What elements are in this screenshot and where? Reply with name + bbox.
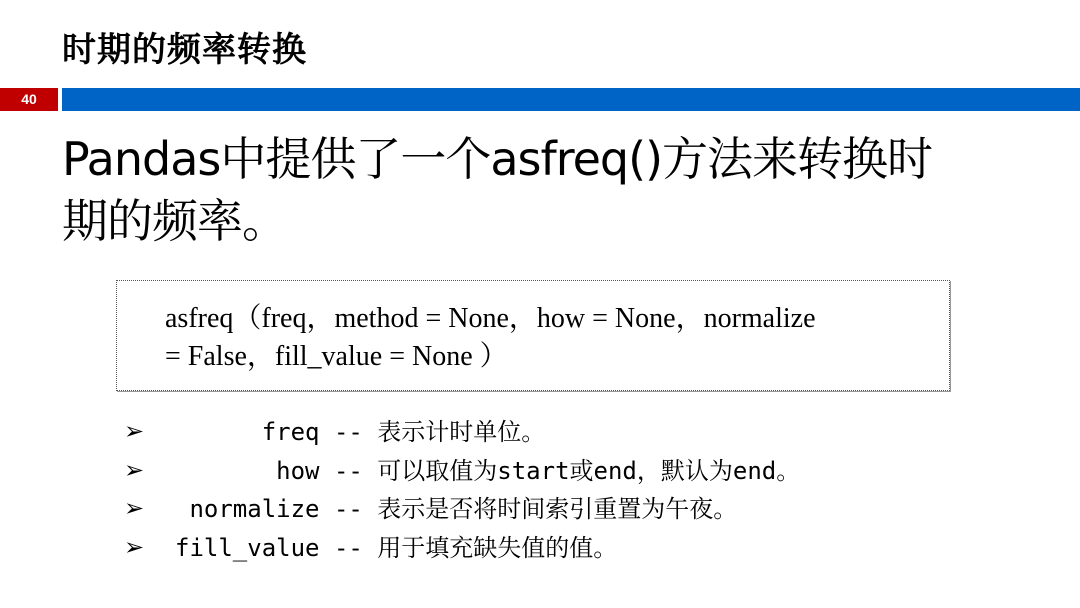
parameter-item-fill-value [124, 530, 1024, 569]
parameter-list [124, 414, 1024, 568]
arrow-bullet-icon: ➢ [124, 417, 145, 445]
parameter-text: how -- 可以取值为start或end，默认为end。 [175, 456, 801, 485]
slide-title: 时期的频率转换 [62, 30, 307, 70]
code-signature-box [116, 280, 950, 391]
title-rule [62, 88, 1080, 111]
arrow-bullet-icon: ➢ [124, 532, 145, 561]
page-number-badge: 40 [0, 88, 58, 111]
parameter-item-how [124, 453, 1024, 492]
parameter-text: fill_value -- 用于填充缺失值的值。 [175, 533, 618, 562]
code-line-2: = False，fill_value = None ） [165, 341, 508, 372]
arrow-bullet-icon: ➢ [124, 494, 145, 522]
main-statement [62, 128, 1052, 252]
parameter-text: freq -- 表示计时单位。 [175, 418, 546, 446]
parameter-item-freq [124, 414, 1024, 453]
main-statement-line-1: Pandas中提供了一个asfreq()方法来转换时 [62, 132, 933, 186]
arrow-bullet-icon: ➢ [124, 455, 145, 484]
code-line-1: asfreq（freq，method = None，how = None，normalize [165, 303, 816, 334]
main-statement-line-2: 期的频率。 [62, 194, 287, 248]
parameter-item-normalize [124, 491, 1024, 530]
parameter-text: normalize -- 表示是否将时间索引重置为午夜。 [175, 495, 738, 523]
